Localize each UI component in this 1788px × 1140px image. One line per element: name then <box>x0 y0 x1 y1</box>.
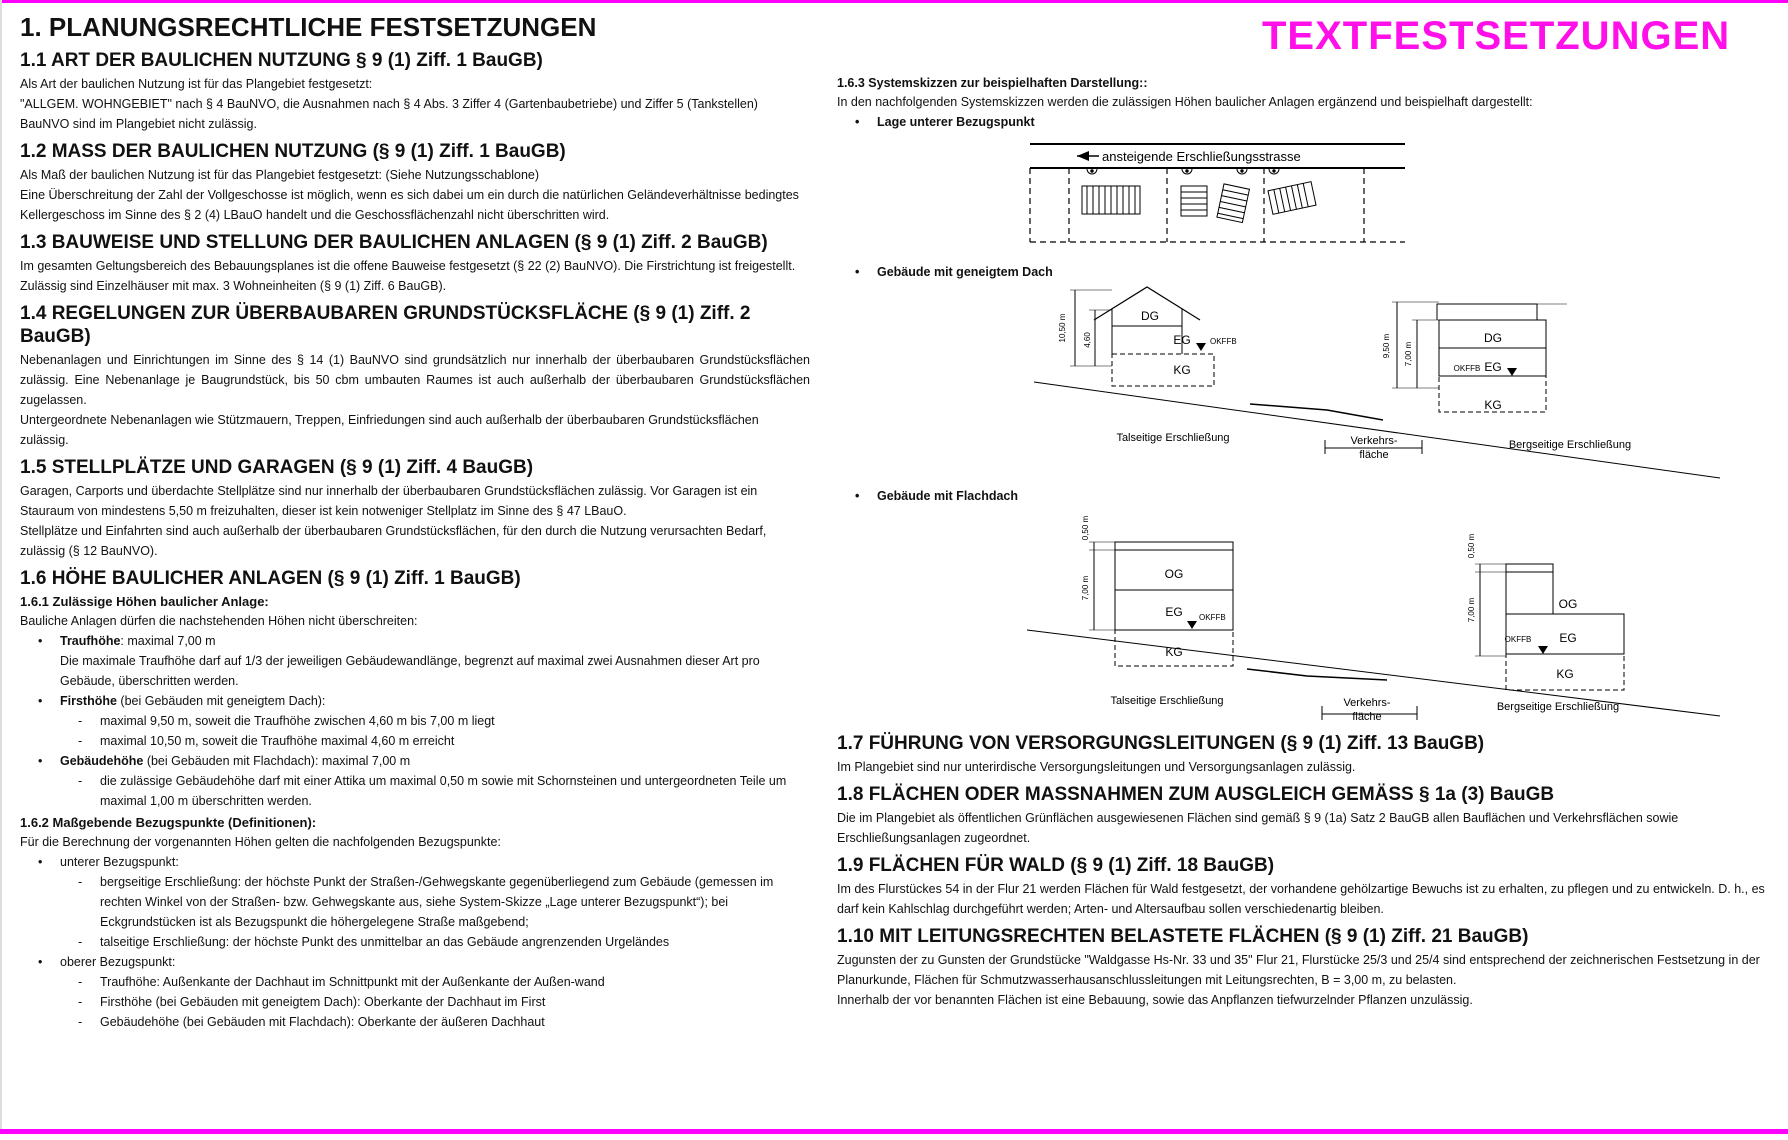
document-brand-title: TEXTFESTSETZUNGEN <box>1262 14 1731 58</box>
diagram-pitched-roof <box>837 282 1767 482</box>
dimension-label: 7,00 m <box>1467 597 1476 623</box>
label-og: OG <box>1164 567 1184 581</box>
subsection-1-6-1-heading: 1.6.1 Zulässige Höhen baulicher Anlage: <box>20 594 269 609</box>
section-1-1-text-2: "ALLGEM. WOHNGEBIET" nach § 4 BauNVO, die Ausnahmen nach § 4 Abs. 3 Ziffer 4 (Gartenbaubetriebe) und Ziffer 5 (Tankstellen) BauNVO sind im Plangebiet nicht zulässig. <box>20 97 758 131</box>
dimension-label: 7,00 m <box>1404 341 1413 367</box>
dimension-label: 9,50 m <box>1382 333 1391 359</box>
section-1-8-text: Die im Plangebiet als öffentlichen Grünflächen ausgewiesenen Flächen sind gemäß § 9 (1a) Satz 2 BauGB allen Bauflächen und Verkehrsflächen sowie Erschließungsanlagen zugeordnet. <box>837 811 1679 845</box>
section-1-10-text: Zugunsten der zu Gunsten der Grundstücke "Waldgasse Hs-Nr. 33 und 35" Flur 21, Flurstücke 25/3 und 25/4 sind entsprechend der zeichnerischen Festsetzung in der Planurkunde, Flächen für Schmutzwasserhausanschlussleitungen mit Leitungsrechten, B = 3,00 m, zu belasten. <box>837 953 1760 987</box>
road-profile <box>1247 669 1387 680</box>
left-column <box>20 12 810 1032</box>
arrow-left-icon <box>1077 151 1089 161</box>
section-1-7-text: Im Plangebiet sind nur unterirdische Versorgungsleitungen und Versorgungsanlagen zulässig. <box>837 760 1356 774</box>
dimension-label: 4,60 <box>1083 332 1092 348</box>
terrain-line <box>1034 382 1720 478</box>
list-subitem: - bergseitige Erschließung: der höchste Punkt der Straßen-/Gehwegskante gegenüberliegend zum Gebäude (gemessen im rechten Winkel von der Straßen- bzw. Gehwegskante aus, siehe System-Skizze „Lage unterer Bezugspunkt“); bei Eckgrundstücken ist als Bezugspunkt die höhergelegene Straße maßgebend; <box>20 872 810 932</box>
label-dg: DG <box>1484 331 1502 345</box>
caption-verkehrsflaeche: Verkehrs- <box>1350 435 1398 447</box>
garage-house-3 <box>1217 184 1250 223</box>
section-1-2-heading: 1.2 MASS DER BAULICHEN NUTZUNG (§ 9 (1) Ziff. 1 BauGB) <box>20 141 566 162</box>
section-1-4-heading: 1.4 REGELUNGEN ZUR ÜBERBAUBAREN GRUNDSTÜCKSFLÄCHE (§ 9 (1) Ziff. 2 BauGB) <box>20 303 751 347</box>
section-1-1-text: Als Art der baulichen Nutzung ist für das Plangebiet festgesetzt: <box>20 77 373 91</box>
garage-house-2 <box>1181 186 1207 216</box>
attika-left <box>1115 542 1233 550</box>
list-term: Firsthöhe <box>60 694 117 708</box>
list-item: • unterer Bezugspunkt: <box>20 852 810 872</box>
list-item <box>20 631 810 691</box>
left-border <box>0 0 2 1134</box>
label-eg: EG <box>1165 605 1183 619</box>
label-kg: KG <box>1556 667 1574 681</box>
list-subitem: - Firsthöhe (bei Gebäuden mit geneigtem Dach): Oberkante der Dachhaut im First <box>20 992 810 1012</box>
list-term: Gebäudehöhe <box>60 754 144 768</box>
diagram-flat-roof <box>837 506 1767 726</box>
section-1-2-text: Als Maß der baulichen Nutzung ist für das Plangebiet festgesetzt: (Siehe Nutzungsschablone) <box>20 168 540 182</box>
section-1-9-text: Im des Flurstückes 54 in der Flur 21 werden Flächen für Wald festgesetzt, der vorhandene gehölzartige Bewuchs ist zu erhalten, zu pflegen und zu entwickeln. D. h., es darf kein Kahlschlag durchgeführt werden; Arten- und Altersaufbau sollen verschiedenartig bleiben. <box>837 882 1765 916</box>
okffb-marker-icon <box>1196 343 1206 351</box>
height-list <box>20 631 810 811</box>
subsection-1-6-1-intro: Bauliche Anlagen dürfen die nachstehenden Höhen nicht überschreiten: <box>20 614 418 628</box>
list-subitem: - Gebäudehöhe (bei Gebäuden mit Flachdach): Oberkante der äußeren Dachhaut <box>20 1012 810 1032</box>
list-subitem: - maximal 10,50 m, soweit die Traufhöhe maximal 4,60 m erreicht <box>20 731 810 751</box>
dimension-label: 0,50 m <box>1081 515 1090 541</box>
road-profile <box>1250 404 1383 420</box>
label-eg: EG <box>1484 360 1502 374</box>
caption-talseitig: Talseitige Erschließung <box>1110 695 1224 707</box>
label-kg: KG <box>1484 398 1502 412</box>
reference-list <box>20 852 810 1032</box>
bullet-lage-bezugspunkt: • Lage unterer Bezugspunkt <box>837 112 1767 132</box>
caption-bergseitig: Bergseitige Erschließung <box>1508 439 1632 451</box>
section-1-7-heading: 1.7 FÜHRUNG VON VERSORGUNGSLEITUNGEN (§ 9 (1) Ziff. 13 BauGB) <box>837 733 1485 754</box>
label-okffb: OKFFB <box>1504 635 1532 644</box>
caption-verkehrsflaeche: Verkehrs- <box>1343 697 1391 709</box>
section-1-1-heading: 1.1 ART DER BAULICHEN NUTZUNG § 9 (1) Ziff. 1 BauGB) <box>20 50 543 71</box>
label-dg: DG <box>1141 309 1159 323</box>
list-subitem: - talseitige Erschließung: der höchste Punkt des unmittelbar an das Gebäude angrenzenden Urgeländes <box>20 932 810 952</box>
top-border <box>0 0 1788 3</box>
section-1-4-text-2: Untergeordnete Nebenanlagen wie Stützmauern, Treppen, Einfriedungen sind auch außerhalb der überbaubaren Grundstücksflächen zulässig. <box>20 413 759 447</box>
caption-talseitig: Talseitige Erschließung <box>1116 432 1230 444</box>
section-1-3-text: Im gesamten Geltungsbereich des Bebauungsplanes ist die offene Bauweise festgesetzt (§ 22 (2) BauNVO). Die Firstrichtung ist freigestellt. Zulässig sind Einzelhäuser mit max. 3 Wohneinheiten (§ 9 (1) Ziff. 6 BauGB). <box>20 259 796 293</box>
section-1-5-text: Garagen, Carports und überdachte Stellplätze sind nur innerhalb der überbaubaren Grundstücksflächen zulässig. Vor Garagen ist ein Stauraum von mindestens 5,50 m freizuhalten, dieser ist kein notweniger Stellplatz im Sinne des § 47 LBauO. <box>20 484 758 518</box>
diagram-street-sketch <box>837 132 1767 252</box>
subsection-1-6-3-heading: 1.6.3 Systemskizzen zur beispielhaften Darstellung:: <box>837 76 1148 90</box>
label-okffb: OKFFB <box>1210 337 1237 346</box>
label-kg: KG <box>1173 363 1191 377</box>
list-term: Traufhöhe <box>60 634 121 648</box>
subsection-1-6-2-heading: 1.6.2 Maßgebende Bezugspunkte (Definitionen): <box>20 815 317 830</box>
label-eg: EG <box>1559 631 1577 645</box>
roof-right <box>1437 304 1537 320</box>
label-og: OG <box>1558 597 1578 611</box>
street-label: ansteigende Erschließungsstrasse <box>1102 149 1301 164</box>
list-subitem: - Traufhöhe: Außenkante der Dachhaut im Schnittpunkt mit der Außenkante der Außen-wand <box>20 972 810 992</box>
list-text: (bei Gebäuden mit geneigtem Dach): <box>116 694 326 708</box>
list-item <box>20 751 810 771</box>
label-okffb: OKFFB <box>1453 364 1481 373</box>
okffb-marker-icon <box>1187 621 1197 629</box>
garage-house-4 <box>1268 182 1316 215</box>
list-item <box>20 691 810 711</box>
list-subitem: - maximal 9,50 m, soweit die Traufhöhe zwischen 4,60 m bis 7,00 m liegt <box>20 711 810 731</box>
dimension-label: 0,50 m <box>1467 533 1476 559</box>
section-1-2-text-2: Eine Überschreitung der Zahl der Vollgeschosse ist möglich, wenn es sich dabei um ein durch die natürlichen Geländeverhältnisse bedingtes Kellergeschoss im Sinne des § 2 (4) LBauO handelt und die Geschossflächenzahl nicht überschritten wird. <box>20 188 799 222</box>
main-title: 1. PLANUNGSRECHTLICHE FESTSETZUNGEN <box>20 12 597 42</box>
list-item: • oberer Bezugspunkt: <box>20 952 810 972</box>
bullet-flachdach: • Gebäude mit Flachdach <box>837 486 1767 506</box>
dimension-label: 10,50 m <box>1058 313 1067 343</box>
subsection-1-6-3-intro: In den nachfolgenden Systemskizzen werden die zulässigen Höhen baulicher Anlagen ergänzend und beispielhaft dargestellt: <box>837 95 1533 109</box>
subsection-1-6-2-intro: Für die Berechnung der vorgenannten Höhen gelten die nachfolgenden Bezugspunkte: <box>20 835 501 849</box>
section-1-10-heading: 1.10 MIT LEITUNGSRECHTEN BELASTETE FLÄCHEN (§ 9 (1) Ziff. 21 BauGB) <box>837 926 1529 947</box>
section-1-8-heading: 1.8 FLÄCHEN ODER MASSNAHMEN ZUM AUSGLEICH GEMÄSS § 1a (3) BauGB <box>837 784 1555 805</box>
house-right-top <box>1506 572 1553 614</box>
caption-verkehrsflaeche-2: fläche <box>1359 449 1389 461</box>
label-okffb: OKFFB <box>1199 613 1226 622</box>
attika-right <box>1506 564 1553 572</box>
label-kg: KG <box>1165 645 1183 659</box>
okffb-marker-icon <box>1507 368 1517 376</box>
bullet-geneigtes-dach: • Gebäude mit geneigtem Dach <box>837 262 1767 282</box>
list-text: (bei Gebäuden mit Flachdach): maximal 7,00 m <box>143 754 411 768</box>
caption-verkehrsflaeche-2: fläche <box>1352 711 1382 723</box>
caption-bergseitig: Bergseitige Erschließung <box>1496 701 1620 713</box>
section-1-3-heading: 1.3 BAUWEISE UND STELLUNG DER BAULICHEN ANLAGEN (§ 9 (1) Ziff. 2 BauGB) <box>20 232 768 253</box>
garage-house-1 <box>1082 186 1140 214</box>
okffb-marker-icon <box>1538 646 1548 654</box>
section-1-5-heading: 1.5 STELLPLÄTZE UND GARAGEN (§ 9 (1) Ziff. 4 BauGB) <box>20 457 534 478</box>
label-eg: EG <box>1173 333 1191 347</box>
right-column <box>837 72 1767 1010</box>
section-1-5-text-2: Stellplätze und Einfahrten sind auch außerhalb der überbaubaren Grundstücksflächen, für den durch die Nutzung verursachten Bedarf, zulässig (§ 12 BauNVO). <box>20 524 767 558</box>
bottom-border <box>0 1129 1788 1134</box>
plot-boundaries <box>1030 168 1405 242</box>
section-1-6-heading: 1.6 HÖHE BAULICHER ANLAGEN (§ 9 (1) Ziff. 1 BauGB) <box>20 568 521 589</box>
dimension-label: 7,00 m <box>1081 575 1090 601</box>
section-1-10-text-2: Innerhalb der vor benannten Flächen ist eine Bebauung, sowie das Anpflanzen tiefwurzelnder Pflanzen unzulässig. <box>837 993 1473 1007</box>
list-text: : maximal 7,00 m <box>120 634 216 648</box>
section-1-4-text: Nebenanlagen und Einrichtungen im Sinne des § 14 (1) BauNVO sind grundsätzlich nur innerhalb der überbaubaren Grundstücksflächen zulässig. Eine Nebenanlage je Baugrundstück, bis 50 cbm umbauten Raumes ist auch außerhalb der überbaubaren Grundstücksflächen zugelassen. <box>20 353 810 407</box>
section-1-9-heading: 1.9 FLÄCHEN FÜR WALD (§ 9 (1) Ziff. 18 BauGB) <box>837 855 1275 876</box>
list-text: Die maximale Traufhöhe darf auf 1/3 der jeweiligen Gebäudewandlänge, begrenzt auf maximal zwei Ausnahmen dieser Art pro Gebäude, überschritten werden. <box>60 654 760 688</box>
basement-left <box>1112 354 1214 386</box>
list-subitem: - die zulässige Gebäudehöhe darf mit einer Attika um maximal 0,50 m sowie mit Schornsteinen und untergeordneten Teile um maximal 1,00 m überschritten werden. <box>20 771 810 811</box>
reference-markers <box>1087 169 1279 174</box>
